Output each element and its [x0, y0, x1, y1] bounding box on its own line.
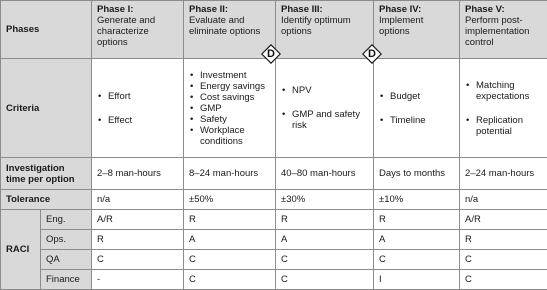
criteria-item: • Energy savings — [189, 81, 270, 92]
phase-1-header — [92, 1, 184, 59]
raci-row — [1, 230, 547, 250]
criteria-item: • Replication potential — [465, 115, 542, 137]
criteria-row — [1, 59, 547, 158]
raci-value: C — [276, 250, 374, 270]
criteria-item: • GMP — [189, 103, 270, 114]
phases-label: Phases — [1, 1, 92, 59]
investigation-value: 2–8 man-hours — [92, 158, 184, 190]
criteria-item: • Effect — [97, 115, 178, 126]
raci-value: A — [374, 230, 460, 250]
raci-value: C — [184, 270, 276, 290]
decision-diamond-icon — [261, 44, 281, 64]
investigation-row — [1, 158, 547, 190]
criteria-phase-4 — [374, 59, 460, 158]
raci-label: RACI — [1, 210, 41, 290]
raci-row — [1, 210, 547, 230]
investigation-value: Days to months — [374, 158, 460, 190]
criteria-item: • Cost savings — [189, 92, 270, 103]
raci-value: C — [276, 270, 374, 290]
raci-value: A — [184, 230, 276, 250]
raci-value: A/R — [92, 210, 184, 230]
criteria-phase-5-list — [465, 80, 542, 137]
phase-3-name: Phase III: — [281, 4, 368, 15]
decision-badge-label: D — [362, 44, 382, 64]
raci-value: R — [460, 230, 547, 250]
raci-row — [1, 270, 547, 290]
tolerance-value: ±50% — [184, 190, 276, 210]
decision-badge-label: D — [261, 44, 281, 64]
raci-value: C — [92, 250, 184, 270]
phase-5-desc: Perform post-implementation control — [465, 15, 529, 48]
criteria-phase-3 — [276, 59, 374, 158]
criteria-phase-5 — [460, 59, 547, 158]
criteria-item: • Budget — [379, 91, 454, 102]
decision-diamond-icon — [362, 44, 382, 64]
criteria-item: • Safety — [189, 114, 270, 125]
phase-1-name: Phase I: — [97, 4, 178, 15]
raci-value: A — [276, 230, 374, 250]
raci-value: I — [374, 270, 460, 290]
criteria-label: Criteria — [1, 59, 92, 158]
tolerance-label: Tolerance — [1, 190, 92, 210]
raci-value: C — [460, 270, 547, 290]
raci-role: Ops. — [41, 230, 92, 250]
raci-value: R — [92, 230, 184, 250]
tolerance-value: ±30% — [276, 190, 374, 210]
phase-1-desc: Generate and characterize options — [97, 15, 155, 48]
criteria-phase-1-list — [97, 91, 178, 126]
investigation-value: 8–24 man-hours — [184, 158, 276, 190]
phase-3-header — [276, 1, 374, 59]
tolerance-row — [1, 190, 547, 210]
criteria-item: • GMP and safety risk — [281, 109, 368, 131]
raci-value: R — [374, 210, 460, 230]
raci-value: C — [374, 250, 460, 270]
phase-5-header — [460, 1, 547, 59]
criteria-phase-2 — [184, 59, 276, 158]
investigation-value: 2–24 man-hours — [460, 158, 547, 190]
criteria-item: • Effort — [97, 91, 178, 102]
phase-2-name: Phase II: — [189, 4, 270, 15]
criteria-item: • Matching expectations — [465, 80, 542, 102]
phase-4-header — [374, 1, 460, 59]
criteria-item: • NPV — [281, 85, 368, 96]
raci-value: A/R — [460, 210, 547, 230]
phase-3-desc: Identify optimum options — [281, 15, 351, 37]
criteria-item: • Investment — [189, 70, 270, 81]
phase-4-desc: Implement options — [379, 15, 423, 37]
phase-2-desc: Evaluate and eliminate options — [189, 15, 260, 37]
tolerance-value: n/a — [92, 190, 184, 210]
raci-row — [1, 250, 547, 270]
criteria-item: • Workplace conditions — [189, 125, 270, 147]
phase-4-name: Phase IV: — [379, 4, 454, 15]
investigation-label: Investigation time per option — [1, 158, 92, 190]
investigation-value: 40–80 man-hours — [276, 158, 374, 190]
raci-value: R — [184, 210, 276, 230]
criteria-item: • Timeline — [379, 115, 454, 126]
raci-role: QA — [41, 250, 92, 270]
raci-value: R — [276, 210, 374, 230]
tolerance-value: ±10% — [374, 190, 460, 210]
raci-value: C — [460, 250, 547, 270]
criteria-phase-3-list — [281, 85, 368, 131]
raci-value: C — [184, 250, 276, 270]
raci-role: Eng. — [41, 210, 92, 230]
tolerance-value: n/a — [460, 190, 547, 210]
criteria-phase-1 — [92, 59, 184, 158]
raci-value: - — [92, 270, 184, 290]
phase-5-name: Phase V: — [465, 4, 542, 15]
criteria-phase-4-list — [379, 91, 454, 126]
raci-role: Finance — [41, 270, 92, 290]
criteria-phase-2-list — [189, 70, 270, 147]
